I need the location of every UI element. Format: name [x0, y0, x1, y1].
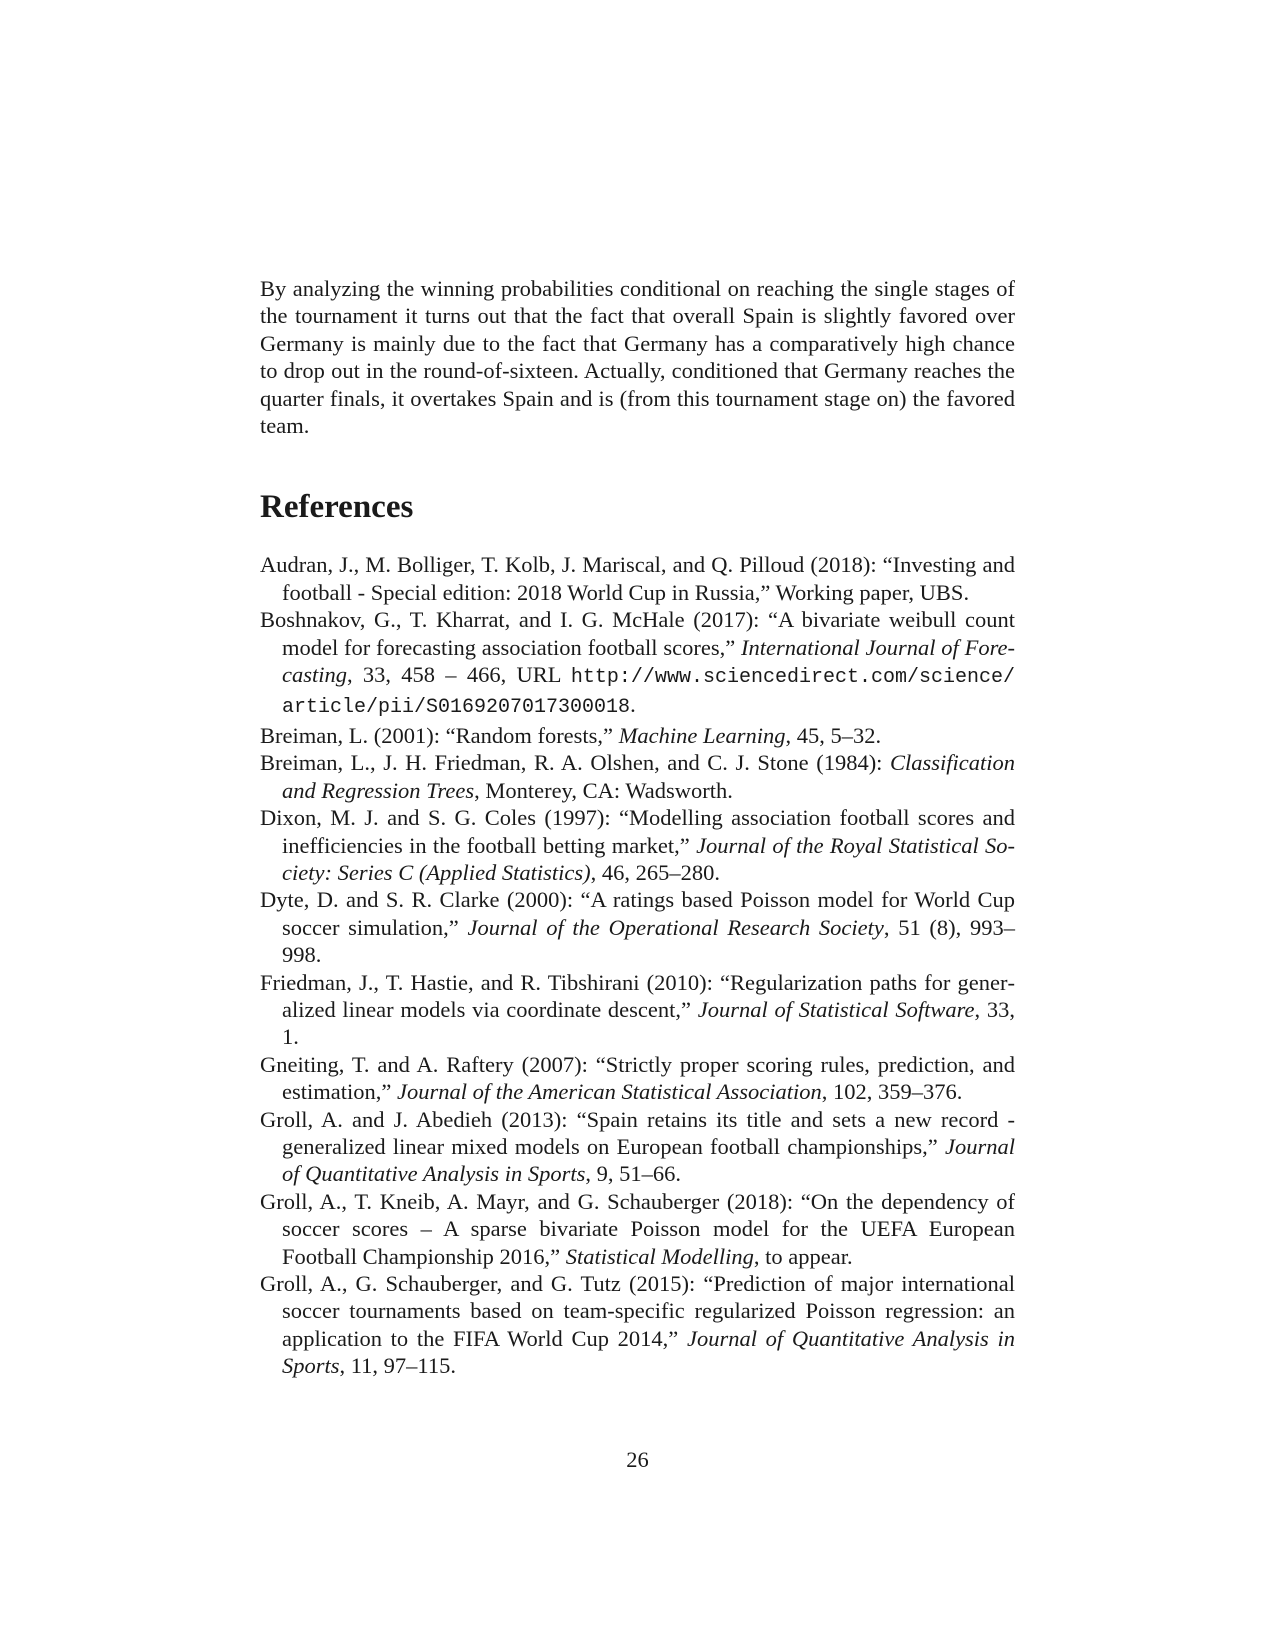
reference-breiman-1984: Breiman, L., J. H. Friedman, R. A. Olshen, and C. J. Stone (1984): Classification and Regression Trees, Monterey, CA: Wadsworth. — [260, 750, 1015, 803]
reference-boshnakov-2017: Boshnakov, G., T. Kharrat, and I. G. McHale (2017): “A bivariate weibull count model for forecasting association football scores,” International Journal of Forecasting, 33, 458 – 466, URL http://www.sciencedirect.com/science/​article/pii/S0169207017300018. — [260, 607, 1015, 720]
page-number: 26 — [626, 1447, 649, 1472]
reference-groll-2013: Groll, A. and J. Abedieh (2013): “Spain retains its title and sets a new record - generalized linear mixed models on European football championships,” Journal of Quantitative Analysis in Sports, 9, 51–66. — [260, 1106, 1015, 1187]
references-heading: References — [260, 489, 414, 526]
reference-list — [260, 551, 1015, 1379]
body-paragraph: By analyzing the winning probabilities conditional on reaching the single stages of the tournament it turns out that the fact that overall Spain is slightly favored over Germany is mainly due to the fact that Germany has a comparatively high chance to drop out in the round-of-sixteen. Actually, conditioned that Germany reaches the quarter finals, it overtakes Spain and is (from this tournament stage on) the favored team. — [260, 276, 1015, 439]
page-body — [260, 275, 1015, 1380]
reference-gneiting-2007: Gneiting, T. and A. Raftery (2007): “Strictly proper scoring rules, prediction, and estimation,” Journal of the American Statistical Association, 102, 359–376. — [260, 1051, 1015, 1105]
reference-groll-2015: Groll, A., G. Schauberger, and G. Tutz (2015): “Prediction of major international soccer tournaments based on team-specific regularized Poisson regression: an application to the FIFA World Cup 2014,” Journal of Quantitative Analysis in Sports, 11, 97–115. — [260, 1271, 1015, 1379]
reference-breiman-2001: Breiman, L. (2001): “Random forests,” Machine Learning, 45, 5–32. — [260, 722, 882, 748]
reference-audran-2018: Audran, J., M. Bolliger, T. Kolb, J. Mariscal, and Q. Pilloud (2018): “Investing and football - Special edition: 2018 World Cup in Russia,” Working paper, UBS. — [260, 552, 1015, 605]
reference-dyte-2000: Dyte, D. and S. R. Clarke (2000): “A ratings based Poisson model for World Cup soccer simulation,” Journal of the Operational Research Society, 51 (8), 993–998. — [260, 887, 1015, 968]
reference-url-link[interactable]: http://www.sciencedirect.com/science/​article/pii/S0169207017300018 — [282, 666, 1015, 720]
reference-dixon-1997: Dixon, M. J. and S. G. Coles (1997): “Modelling association football scores and inefficiencies in the football betting market,” Journal of the Royal Statistical Society: Series C (Applied Statistics), 46, 265–280. — [260, 805, 1016, 885]
reference-friedman-2010: Friedman, J., T. Hastie, and R. Tibshirani (2010): “Regularization paths for generalized linear models via coordinate descent,” Journal of Statistical Software, 33, 1. — [260, 969, 1016, 1050]
reference-groll-2018: Groll, A., T. Kneib, A. Mayr, and G. Schauberger (2018): “On the dependency of soccer scores – A sparse bivariate Poisson model for the UEFA European Football Championship 2016,” Statistical Modelling, to appear. — [260, 1188, 1015, 1269]
